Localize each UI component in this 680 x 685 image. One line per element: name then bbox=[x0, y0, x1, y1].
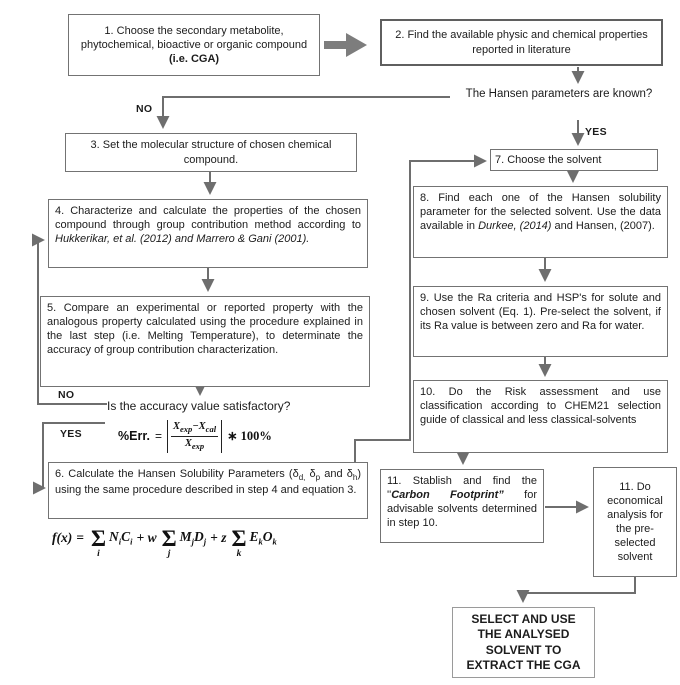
sum-j-icon: Σ j bbox=[161, 526, 177, 559]
error-formula bbox=[118, 420, 272, 453]
step-1-box bbox=[68, 14, 320, 76]
step-2-box bbox=[380, 19, 663, 66]
step-8-box bbox=[413, 186, 668, 258]
fx-term-3: $E_kO_k$ bbox=[249, 528, 277, 547]
step-3-box bbox=[65, 133, 357, 172]
sum-i-icon: Σ i bbox=[90, 526, 106, 559]
step-11a-box bbox=[380, 469, 544, 543]
step-10-box bbox=[413, 380, 668, 453]
step-4-text: 4. Characterize and calculate the properties of the chosen compound through group contribution method according to Hukkerikar, et al. (2012) and Marrero & Gani (2001). bbox=[55, 205, 361, 246]
step-5-text: 5. Compare an experimental or reported property with the analogous property calculated using the procedure explained in the last step (i.e. Melting Temperature), to determinate the accuracy of group contribution characterization. bbox=[47, 302, 363, 357]
fx-term-2: $M_jD_j$ bbox=[179, 528, 207, 547]
step-7-box bbox=[490, 149, 658, 171]
step-9-text: 9. Use the Ra criteria and HSP's for solute and chosen solvent (Eq. 1). Pre-select the solvent, if its Ra value is between zero and Ra for water. bbox=[420, 292, 661, 333]
block-arrow-icon bbox=[324, 33, 367, 57]
final-box bbox=[452, 607, 595, 678]
step-6-box bbox=[48, 462, 368, 519]
step-11a-text: 11. Stablish and find the ''Carbon Footprint” for advisable solvents determined in step 10. bbox=[387, 475, 537, 530]
step-2-text: 2. Find the available physic and chemical properties reported in literature bbox=[395, 29, 648, 56]
sum-k-icon: Σ k bbox=[231, 526, 247, 559]
step-6-text: 6. Calculate the Hansen Solubility Parameters ($\delta_{d,}$ $\delta_p$ and $\delta_h$) using the same procedure described in step 4 and equation 3. bbox=[55, 468, 361, 497]
step-5-box bbox=[40, 296, 370, 387]
fx-coeff-3: + z bbox=[210, 529, 227, 545]
no-label-top: NO bbox=[136, 103, 153, 115]
step-8-text: 8. Find each one of the Hansen solubility parameter for the selected solvent. Use the data available in Durkee, (2014) and Hansen, (2007). bbox=[420, 192, 661, 233]
yes-label-loop: YES bbox=[60, 428, 82, 440]
step-11b-text: 11. Do economical analysis for the pre-selected solvent bbox=[607, 480, 663, 564]
hansen-question-text: The Hansen parameters are known? bbox=[465, 88, 653, 100]
step-11b-box bbox=[593, 467, 677, 577]
final-text: SELECT AND USE THE ANALYSED SOLVENT TO EXTRACT THE CGA bbox=[466, 611, 581, 672]
accuracy-question-text: Is the accuracy value satisfactory? bbox=[107, 399, 291, 413]
step-7-text: 7. Choose the solvent bbox=[495, 153, 602, 166]
error-formula-suffix: ∗ 100% bbox=[227, 429, 272, 444]
yes-label-right: YES bbox=[585, 126, 607, 138]
no-label-loop: NO bbox=[58, 389, 75, 401]
error-formula-lhs: %Err. bbox=[118, 429, 150, 444]
step-4-box bbox=[48, 199, 368, 268]
step-1-text: 1. Choose the secondary metabolite, phytochemical, bioactive or organic compound (i.e. CGA) bbox=[80, 24, 308, 66]
fx-term-1: $N_iC_i$ bbox=[109, 528, 133, 547]
arrow-no-to-step3 bbox=[163, 97, 450, 127]
error-formula-equals: = bbox=[154, 429, 162, 444]
fx-formula bbox=[52, 528, 277, 559]
arrow-step11b-to-final bbox=[523, 577, 635, 601]
step-3-text: 3. Set the molecular structure of chosen chemical compound. bbox=[90, 139, 332, 166]
step-9-box bbox=[413, 286, 668, 357]
error-formula-fraction: $\frac{X_{exp}-X_{cal}}{X_{exp}}$ bbox=[167, 420, 222, 453]
step-10-text: 10. Do the Risk assessment and use classification according to CHEM21 selection guide of classical and less classical-solvents bbox=[420, 386, 661, 427]
fx-coeff-2: + w bbox=[136, 529, 157, 545]
fx-formula-lhs: f(x) bbox=[52, 529, 73, 545]
fx-formula-equals: = bbox=[76, 529, 84, 545]
